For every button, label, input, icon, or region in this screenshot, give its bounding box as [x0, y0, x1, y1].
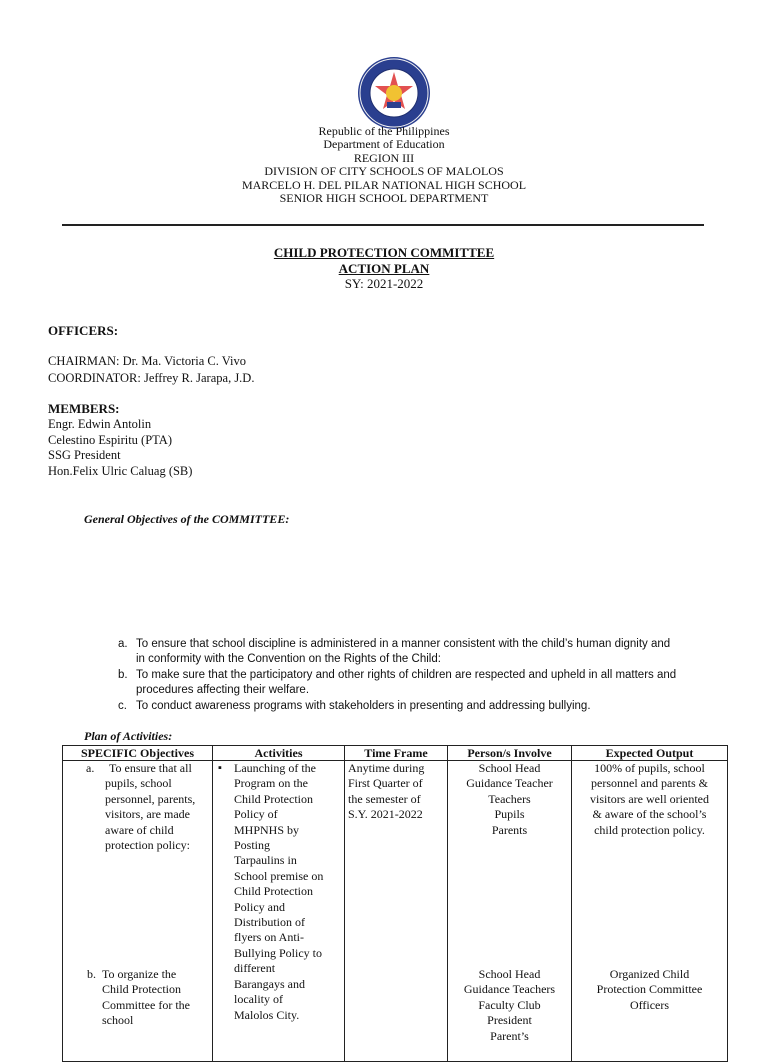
letterhead-line: DIVISION OF CITY SCHOOLS OF MALOLOS: [264, 164, 504, 179]
objective-line: Committee for the: [102, 997, 190, 1012]
expected-output-cell: [572, 761, 728, 1062]
activity-line: Child Protection: [234, 884, 313, 899]
member-item: Engr. Edwin Antolin: [48, 417, 152, 431]
output-line: Organized Child: [609, 967, 690, 981]
activity-line: MHPNHS by: [234, 822, 300, 837]
general-objectives-list: [118, 637, 718, 714]
letterhead-line: REGION III: [353, 150, 415, 165]
letterhead-line: Republic of the Philippines: [318, 124, 450, 138]
objective-text: To make sure that the participatory and other rights of children are respected and upheld in all matters and: [136, 668, 677, 681]
objective-line: Child Protection: [102, 982, 181, 997]
person-line: Guidance Teachers: [463, 982, 556, 997]
objective-item: [118, 637, 718, 668]
person-line: Pupils: [494, 807, 525, 822]
objective-marker: b.: [118, 668, 128, 681]
list-item: [216, 761, 341, 1023]
objective-text: procedures affecting their welfare.: [136, 684, 310, 697]
school-year: SY: 2021-2022: [344, 276, 424, 291]
time-line: Anytime during: [348, 761, 425, 775]
objective-text: To ensure that school discipline is administered in a manner consistent with the child’s human dignity and: [136, 638, 671, 650]
activities-list: [216, 761, 341, 1023]
general-objectives-heading: General Objectives of the COMMITTEE:: [84, 512, 290, 526]
activity-line: Barangays and: [234, 976, 305, 991]
time-line: S.Y. 2021-2022: [348, 807, 423, 822]
member-item: Celestino Espiritu (PTA): [48, 432, 172, 447]
letterhead: [0, 125, 768, 205]
officers-heading: OFFICERS:: [48, 323, 119, 338]
output-line: & aware of the school’s: [592, 807, 707, 822]
activity-line: Malolos City.: [234, 1007, 300, 1022]
output-line: child protection policy.: [594, 822, 705, 837]
objective-line: To organize the: [102, 967, 177, 981]
objective-marker: a.: [86, 761, 95, 775]
persons-group-b: [448, 967, 571, 1044]
objective-marker: b.: [87, 967, 96, 981]
person-line: President: [487, 1013, 532, 1028]
letterhead-line: SENIOR HIGH SCHOOL DEPARTMENT: [279, 191, 489, 206]
activity-line: School premise on: [234, 868, 324, 883]
objective-line: pupils, school: [105, 776, 172, 791]
objective-marker: a.: [118, 638, 128, 650]
time-line: First Quarter of: [348, 776, 423, 791]
persons-involved-cell: [448, 761, 572, 1062]
output-line: personnel and parents &: [591, 776, 708, 791]
coordinator-line: COORDINATOR: Jeffrey R. Jarapa, J.D.: [48, 371, 255, 385]
plan-table: [62, 745, 728, 1062]
column-header: Person/s Involve: [448, 746, 572, 761]
column-header: Time Frame: [345, 746, 448, 761]
objective-item: [118, 699, 718, 714]
objective-line: To ensure that all: [109, 761, 192, 775]
output-line: 100% of pupils, school: [594, 761, 705, 775]
objective-line: visitors, are made: [105, 807, 190, 822]
person-line: School Head: [478, 967, 541, 981]
objective-text: in conformity with the Convention on the Rights of the Child:: [136, 653, 441, 666]
objective-item: [118, 668, 718, 699]
objective-line: aware of child: [105, 822, 174, 837]
persons-group-a: [451, 761, 568, 838]
output-line: Officers: [629, 997, 670, 1012]
person-line: Teachers: [488, 791, 531, 806]
member-item: SSG President: [48, 448, 121, 462]
person-line: Parent’s: [490, 1028, 529, 1043]
column-header: SPECIFIC Objectives: [63, 746, 213, 761]
activity-line: locality of: [234, 992, 283, 1007]
activity-line: Child Protection: [234, 791, 313, 806]
member-item: Hon.Felix Ulric Caluag (SB): [48, 463, 193, 478]
activity-line: Posting: [234, 838, 271, 853]
person-line: School Head: [478, 761, 541, 775]
output-line: Protection Committee: [596, 982, 703, 997]
plan-heading: Plan of Activities:: [84, 729, 173, 743]
person-line: Parents: [491, 822, 528, 837]
output-group-b: [572, 967, 727, 1013]
objective-marker: c.: [118, 699, 127, 712]
activity-line: Bullying Policy to: [234, 945, 323, 960]
activity-line: ▪ Launching of the: [234, 761, 316, 775]
activity-line: different: [234, 961, 276, 976]
column-header: Expected Output: [572, 746, 728, 761]
time-line: the semester of: [348, 791, 421, 806]
output-group-a: [575, 761, 724, 838]
time-frame-cell: [345, 761, 448, 1062]
activity-line: Program on the: [234, 776, 308, 791]
activity-line: Policy and: [234, 899, 285, 914]
objective-line: protection policy:: [105, 838, 190, 853]
objective-text: To conduct awareness programs with stakeholders in presenting and addressing bullying.: [136, 699, 591, 712]
objective-line: school: [102, 1013, 134, 1028]
members-list: [48, 417, 192, 479]
activities-cell: [213, 761, 345, 1062]
document-title: [0, 245, 768, 292]
activity-line: Distribution of: [234, 915, 305, 930]
column-header: Activities: [213, 746, 345, 761]
activity-line: flyers on Anti-: [234, 930, 304, 945]
header-divider: [62, 224, 704, 226]
activity-line: Tarpaulins in: [234, 853, 297, 868]
letterhead-line: Department of Education: [323, 137, 445, 152]
title-line-1: CHILD PROTECTION COMMITTEE: [273, 245, 495, 260]
members-heading: MEMBERS:: [48, 401, 120, 416]
letterhead-line: MARCELO H. DEL PILAR NATIONAL HIGH SCHOOL: [241, 177, 527, 192]
deped-seal-icon: [357, 56, 431, 130]
objective-line: personnel, parents,: [105, 791, 196, 806]
output-line: visitors are well oriented: [590, 791, 709, 806]
table-row: [63, 761, 728, 1062]
title-line-2: ACTION PLAN: [338, 260, 430, 276]
activity-line: Policy of: [234, 807, 278, 822]
specific-objective-a: [66, 761, 209, 853]
specific-objectives-cell: [63, 761, 213, 1062]
person-line: Guidance Teacher: [466, 776, 553, 791]
plan-header-row: [63, 746, 728, 761]
specific-objective-b: [72, 967, 212, 1029]
person-line: Faculty Club: [478, 997, 541, 1012]
chairman-line: CHAIRMAN: Dr. Ma. Victoria C. Vivo: [48, 354, 247, 368]
